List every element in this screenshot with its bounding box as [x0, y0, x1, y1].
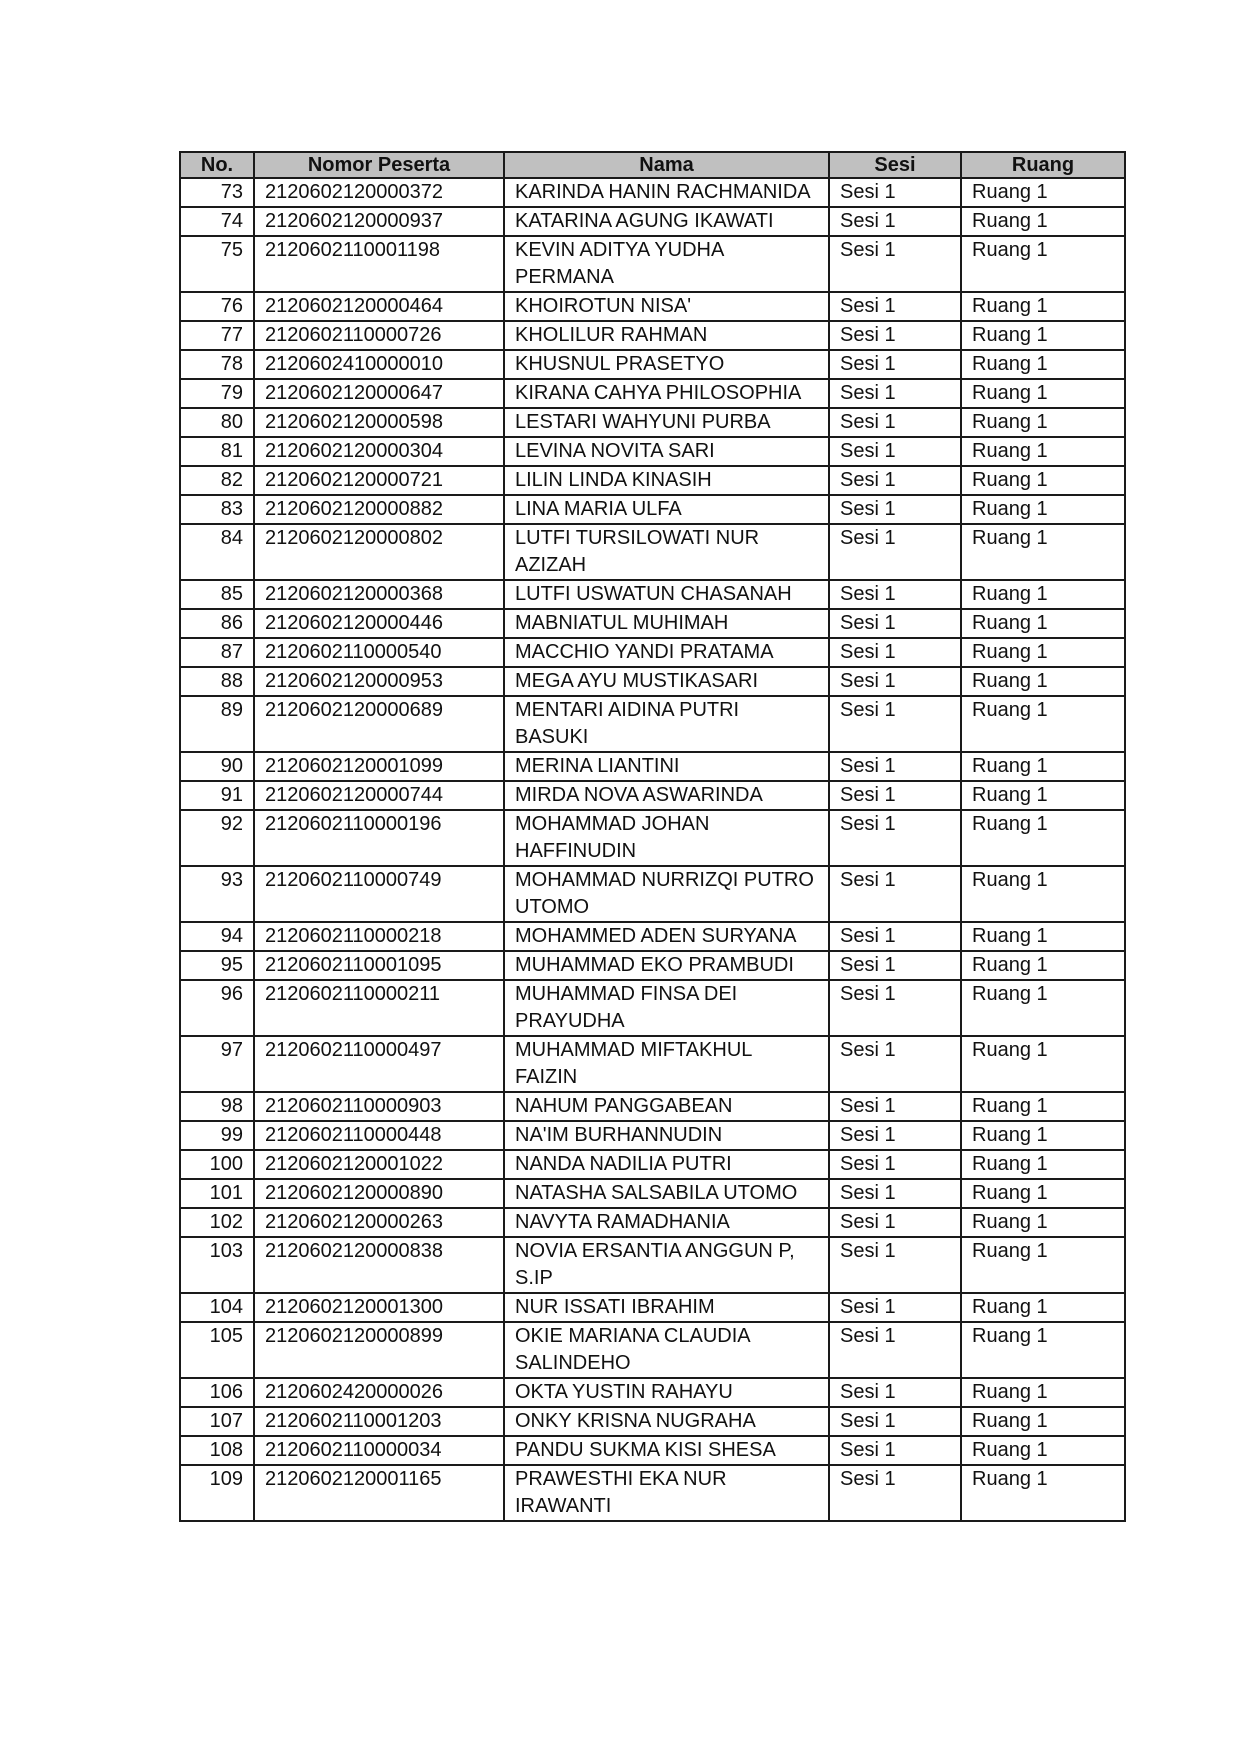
table-row — [180, 951, 1125, 980]
cell-nomor-peserta: 2120602110001095 — [254, 951, 504, 980]
cell-no: 76 — [180, 292, 254, 321]
cell-ruang: Ruang 1 — [961, 1150, 1125, 1179]
cell-no: 90 — [180, 752, 254, 781]
cell-no: 78 — [180, 350, 254, 379]
cell-ruang: Ruang 1 — [961, 1092, 1125, 1121]
cell-nomor-peserta: 2120602120000838 — [254, 1237, 504, 1293]
table-row — [180, 495, 1125, 524]
table-row — [180, 810, 1125, 866]
cell-ruang: Ruang 1 — [961, 1465, 1125, 1521]
cell-no: 102 — [180, 1208, 254, 1237]
cell-nama: NAVYTA RAMADHANIA — [504, 1208, 829, 1237]
cell-ruang: Ruang 1 — [961, 292, 1125, 321]
table-row — [180, 980, 1125, 1036]
table-row — [180, 922, 1125, 951]
cell-nomor-peserta: 2120602110001198 — [254, 236, 504, 292]
cell-no: 84 — [180, 524, 254, 580]
cell-sesi: Sesi 1 — [829, 1436, 961, 1465]
cell-sesi: Sesi 1 — [829, 1208, 961, 1237]
cell-no: 89 — [180, 696, 254, 752]
cell-sesi: Sesi 1 — [829, 1121, 961, 1150]
cell-sesi: Sesi 1 — [829, 495, 961, 524]
table-row — [180, 1121, 1125, 1150]
table-row — [180, 524, 1125, 580]
cell-nomor-peserta: 2120602110000726 — [254, 321, 504, 350]
header-nomor-peserta: Nomor Peserta — [254, 152, 504, 178]
cell-nomor-peserta: 2120602410000010 — [254, 350, 504, 379]
cell-nomor-peserta: 2120602120000802 — [254, 524, 504, 580]
table-row — [180, 292, 1125, 321]
cell-ruang: Ruang 1 — [961, 951, 1125, 980]
cell-nomor-peserta: 2120602110000218 — [254, 922, 504, 951]
cell-nomor-peserta: 2120602110000196 — [254, 810, 504, 866]
cell-no: 96 — [180, 980, 254, 1036]
cell-sesi: Sesi 1 — [829, 922, 961, 951]
table-row — [180, 781, 1125, 810]
cell-nomor-peserta: 2120602120000263 — [254, 1208, 504, 1237]
cell-ruang: Ruang 1 — [961, 1208, 1125, 1237]
cell-nama: MENTARI AIDINA PUTRI BASUKI — [504, 696, 829, 752]
cell-sesi: Sesi 1 — [829, 1322, 961, 1378]
header-nama: Nama — [504, 152, 829, 178]
cell-nama: LINA MARIA ULFA — [504, 495, 829, 524]
cell-no: 97 — [180, 1036, 254, 1092]
cell-nama: NOVIA ERSANTIA ANGGUN P, S.IP — [504, 1237, 829, 1293]
cell-no: 94 — [180, 922, 254, 951]
cell-sesi: Sesi 1 — [829, 1150, 961, 1179]
cell-nomor-peserta: 2120602120000689 — [254, 696, 504, 752]
cell-sesi: Sesi 1 — [829, 752, 961, 781]
cell-sesi: Sesi 1 — [829, 1465, 961, 1521]
table-header — [180, 152, 1125, 178]
cell-nomor-peserta: 2120602120000744 — [254, 781, 504, 810]
cell-nama: PRAWESTHI EKA NUR IRAWANTI — [504, 1465, 829, 1521]
cell-sesi: Sesi 1 — [829, 236, 961, 292]
cell-nomor-peserta: 2120602110000034 — [254, 1436, 504, 1465]
cell-nama: KIRANA CAHYA PHILOSOPHIA — [504, 379, 829, 408]
cell-no: 75 — [180, 236, 254, 292]
cell-ruang: Ruang 1 — [961, 1179, 1125, 1208]
cell-nama: LUTFI TURSILOWATI NUR AZIZAH — [504, 524, 829, 580]
cell-sesi: Sesi 1 — [829, 408, 961, 437]
cell-no: 81 — [180, 437, 254, 466]
cell-sesi: Sesi 1 — [829, 1237, 961, 1293]
cell-ruang: Ruang 1 — [961, 1322, 1125, 1378]
cell-ruang: Ruang 1 — [961, 638, 1125, 667]
table-row — [180, 667, 1125, 696]
cell-nama: NUR ISSATI IBRAHIM — [504, 1293, 829, 1322]
cell-no: 86 — [180, 609, 254, 638]
cell-ruang: Ruang 1 — [961, 437, 1125, 466]
cell-ruang: Ruang 1 — [961, 696, 1125, 752]
table-row — [180, 178, 1125, 207]
cell-nama: LILIN LINDA KINASIH — [504, 466, 829, 495]
header-no: No. — [180, 152, 254, 178]
cell-sesi: Sesi 1 — [829, 810, 961, 866]
cell-nama: KATARINA AGUNG IKAWATI — [504, 207, 829, 236]
cell-no: 83 — [180, 495, 254, 524]
cell-nomor-peserta: 2120602120001165 — [254, 1465, 504, 1521]
cell-nama: NAHUM PANGGABEAN — [504, 1092, 829, 1121]
cell-ruang: Ruang 1 — [961, 178, 1125, 207]
header-row — [180, 152, 1125, 178]
cell-no: 74 — [180, 207, 254, 236]
cell-no: 103 — [180, 1237, 254, 1293]
cell-nomor-peserta: 2120602120001099 — [254, 752, 504, 781]
cell-no: 105 — [180, 1322, 254, 1378]
cell-nama: MOHAMMAD JOHAN HAFFINUDIN — [504, 810, 829, 866]
table-row — [180, 236, 1125, 292]
cell-ruang: Ruang 1 — [961, 408, 1125, 437]
cell-nomor-peserta: 2120602120000953 — [254, 667, 504, 696]
cell-no: 98 — [180, 1092, 254, 1121]
cell-ruang: Ruang 1 — [961, 524, 1125, 580]
cell-ruang: Ruang 1 — [961, 466, 1125, 495]
table-row — [180, 609, 1125, 638]
cell-sesi: Sesi 1 — [829, 321, 961, 350]
cell-sesi: Sesi 1 — [829, 638, 961, 667]
cell-ruang: Ruang 1 — [961, 236, 1125, 292]
cell-sesi: Sesi 1 — [829, 609, 961, 638]
cell-nama: MOHAMMAD NURRIZQI PUTRO UTOMO — [504, 866, 829, 922]
table-row — [180, 1092, 1125, 1121]
table-row — [180, 350, 1125, 379]
cell-sesi: Sesi 1 — [829, 207, 961, 236]
cell-nama: MABNIATUL MUHIMAH — [504, 609, 829, 638]
table-body — [180, 178, 1125, 1521]
cell-nomor-peserta: 2120602120000721 — [254, 466, 504, 495]
cell-ruang: Ruang 1 — [961, 1121, 1125, 1150]
table-row — [180, 1208, 1125, 1237]
table-row — [180, 1407, 1125, 1436]
cell-nomor-peserta: 2120602120000372 — [254, 178, 504, 207]
cell-no: 73 — [180, 178, 254, 207]
table-row — [180, 1179, 1125, 1208]
cell-ruang: Ruang 1 — [961, 379, 1125, 408]
cell-no: 87 — [180, 638, 254, 667]
table-row — [180, 207, 1125, 236]
cell-no: 107 — [180, 1407, 254, 1436]
cell-nama: KARINDA HANIN RACHMANIDA — [504, 178, 829, 207]
cell-sesi: Sesi 1 — [829, 1036, 961, 1092]
cell-no: 91 — [180, 781, 254, 810]
table-row — [180, 466, 1125, 495]
cell-sesi: Sesi 1 — [829, 437, 961, 466]
cell-no: 101 — [180, 1179, 254, 1208]
cell-nomor-peserta: 2120602110000497 — [254, 1036, 504, 1092]
table-row — [180, 1237, 1125, 1293]
table-row — [180, 580, 1125, 609]
cell-sesi: Sesi 1 — [829, 1378, 961, 1407]
cell-nama: MUHAMMAD MIFTAKHUL FAIZIN — [504, 1036, 829, 1092]
cell-no: 109 — [180, 1465, 254, 1521]
cell-nama: MOHAMMED ADEN SURYANA — [504, 922, 829, 951]
cell-ruang: Ruang 1 — [961, 580, 1125, 609]
cell-no: 106 — [180, 1378, 254, 1407]
cell-nomor-peserta: 2120602120000890 — [254, 1179, 504, 1208]
cell-sesi: Sesi 1 — [829, 696, 961, 752]
table-row — [180, 437, 1125, 466]
cell-no: 85 — [180, 580, 254, 609]
cell-sesi: Sesi 1 — [829, 379, 961, 408]
cell-sesi: Sesi 1 — [829, 524, 961, 580]
cell-nomor-peserta: 2120602120000446 — [254, 609, 504, 638]
cell-ruang: Ruang 1 — [961, 866, 1125, 922]
cell-nomor-peserta: 2120602120000304 — [254, 437, 504, 466]
cell-nomor-peserta: 2120602120000368 — [254, 580, 504, 609]
cell-sesi: Sesi 1 — [829, 1092, 961, 1121]
cell-nama: KHUSNUL PRASETYO — [504, 350, 829, 379]
table-row — [180, 408, 1125, 437]
table-row — [180, 1436, 1125, 1465]
cell-nomor-peserta: 2120602120000598 — [254, 408, 504, 437]
cell-sesi: Sesi 1 — [829, 1293, 961, 1322]
cell-nama: KHOLILUR RAHMAN — [504, 321, 829, 350]
cell-nama: OKIE MARIANA CLAUDIA SALINDEHO — [504, 1322, 829, 1378]
cell-sesi: Sesi 1 — [829, 980, 961, 1036]
cell-nomor-peserta: 2120602120001022 — [254, 1150, 504, 1179]
table-row — [180, 1322, 1125, 1378]
table-row — [180, 1036, 1125, 1092]
cell-no: 77 — [180, 321, 254, 350]
cell-sesi: Sesi 1 — [829, 951, 961, 980]
table-row — [180, 321, 1125, 350]
participant-table — [179, 151, 1126, 1522]
table-row — [180, 696, 1125, 752]
cell-sesi: Sesi 1 — [829, 1179, 961, 1208]
cell-no: 80 — [180, 408, 254, 437]
cell-ruang: Ruang 1 — [961, 810, 1125, 866]
cell-no: 95 — [180, 951, 254, 980]
cell-nomor-peserta: 2120602120000464 — [254, 292, 504, 321]
cell-no: 93 — [180, 866, 254, 922]
cell-ruang: Ruang 1 — [961, 1378, 1125, 1407]
cell-nomor-peserta: 2120602120000937 — [254, 207, 504, 236]
cell-nama: NATASHA SALSABILA UTOMO — [504, 1179, 829, 1208]
cell-no: 104 — [180, 1293, 254, 1322]
cell-ruang: Ruang 1 — [961, 1436, 1125, 1465]
cell-nama: NA'IM BURHANNUDIN — [504, 1121, 829, 1150]
cell-nama: MERINA LIANTINI — [504, 752, 829, 781]
table-row — [180, 1378, 1125, 1407]
cell-no: 79 — [180, 379, 254, 408]
cell-ruang: Ruang 1 — [961, 321, 1125, 350]
cell-sesi: Sesi 1 — [829, 350, 961, 379]
cell-nomor-peserta: 2120602110000211 — [254, 980, 504, 1036]
cell-no: 100 — [180, 1150, 254, 1179]
cell-no: 82 — [180, 466, 254, 495]
table-row — [180, 1465, 1125, 1521]
cell-ruang: Ruang 1 — [961, 1407, 1125, 1436]
cell-nama: LESTARI WAHYUNI PURBA — [504, 408, 829, 437]
cell-nama: LEVINA NOVITA SARI — [504, 437, 829, 466]
cell-ruang: Ruang 1 — [961, 922, 1125, 951]
cell-nama: MIRDA NOVA ASWARINDA — [504, 781, 829, 810]
cell-ruang: Ruang 1 — [961, 1237, 1125, 1293]
cell-ruang: Ruang 1 — [961, 667, 1125, 696]
cell-nama: MUHAMMAD EKO PRAMBUDI — [504, 951, 829, 980]
cell-ruang: Ruang 1 — [961, 207, 1125, 236]
cell-ruang: Ruang 1 — [961, 1293, 1125, 1322]
cell-no: 108 — [180, 1436, 254, 1465]
table-row — [180, 379, 1125, 408]
cell-nomor-peserta: 2120602110000540 — [254, 638, 504, 667]
table-row — [180, 752, 1125, 781]
header-ruang: Ruang — [961, 152, 1125, 178]
cell-ruang: Ruang 1 — [961, 1036, 1125, 1092]
cell-nama: MEGA AYU MUSTIKASARI — [504, 667, 829, 696]
cell-sesi: Sesi 1 — [829, 466, 961, 495]
table-row — [180, 1150, 1125, 1179]
cell-nama: ONKY KRISNA NUGRAHA — [504, 1407, 829, 1436]
cell-nama: KEVIN ADITYA YUDHA PERMANA — [504, 236, 829, 292]
header-sesi: Sesi — [829, 152, 961, 178]
cell-nomor-peserta: 2120602120000647 — [254, 379, 504, 408]
cell-nama: LUTFI USWATUN CHASANAH — [504, 580, 829, 609]
cell-nama: NANDA NADILIA PUTRI — [504, 1150, 829, 1179]
cell-nomor-peserta: 2120602120001300 — [254, 1293, 504, 1322]
table-row — [180, 1293, 1125, 1322]
cell-nomor-peserta: 2120602110000903 — [254, 1092, 504, 1121]
cell-sesi: Sesi 1 — [829, 178, 961, 207]
cell-nama: PANDU SUKMA KISI SHESA — [504, 1436, 829, 1465]
cell-nomor-peserta: 2120602110000448 — [254, 1121, 504, 1150]
cell-sesi: Sesi 1 — [829, 667, 961, 696]
cell-ruang: Ruang 1 — [961, 781, 1125, 810]
cell-ruang: Ruang 1 — [961, 752, 1125, 781]
cell-nama: MACCHIO YANDI PRATAMA — [504, 638, 829, 667]
cell-nomor-peserta: 2120602420000026 — [254, 1378, 504, 1407]
cell-nama: OKTA YUSTIN RAHAYU — [504, 1378, 829, 1407]
cell-nama: MUHAMMAD FINSA DEI PRAYUDHA — [504, 980, 829, 1036]
cell-no: 88 — [180, 667, 254, 696]
cell-sesi: Sesi 1 — [829, 292, 961, 321]
cell-ruang: Ruang 1 — [961, 609, 1125, 638]
cell-nomor-peserta: 2120602110001203 — [254, 1407, 504, 1436]
cell-sesi: Sesi 1 — [829, 866, 961, 922]
cell-sesi: Sesi 1 — [829, 1407, 961, 1436]
cell-no: 92 — [180, 810, 254, 866]
cell-ruang: Ruang 1 — [961, 350, 1125, 379]
cell-nomor-peserta: 2120602120000882 — [254, 495, 504, 524]
cell-nomor-peserta: 2120602110000749 — [254, 866, 504, 922]
cell-sesi: Sesi 1 — [829, 781, 961, 810]
table-row — [180, 638, 1125, 667]
cell-sesi: Sesi 1 — [829, 580, 961, 609]
cell-ruang: Ruang 1 — [961, 495, 1125, 524]
cell-ruang: Ruang 1 — [961, 980, 1125, 1036]
cell-nama: KHOIROTUN NISA' — [504, 292, 829, 321]
table-row — [180, 866, 1125, 922]
cell-no: 99 — [180, 1121, 254, 1150]
cell-nomor-peserta: 2120602120000899 — [254, 1322, 504, 1378]
